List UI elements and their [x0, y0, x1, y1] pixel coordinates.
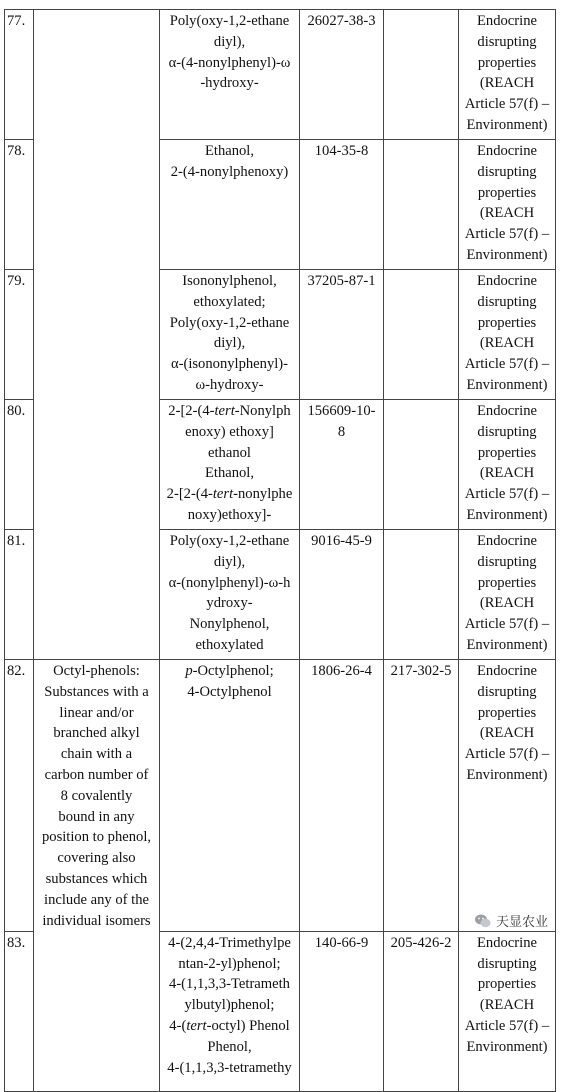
reason-line: disrupting	[477, 33, 537, 50]
reason-line: (REACH	[479, 335, 535, 352]
cas-line: 156609-10-	[307, 403, 376, 419]
entry-number: 79.	[5, 270, 34, 400]
entry-number: 78.	[5, 140, 34, 270]
reason-line: Environment)	[466, 376, 548, 393]
name-line: -hydroxy-	[200, 75, 259, 92]
name-line: Ethanol,	[204, 143, 255, 159]
name-line: p-Octylphenol;	[185, 663, 274, 679]
name-line: diyl),	[213, 335, 246, 352]
reason-line: properties	[477, 976, 537, 993]
reason-line: Endocrine	[477, 143, 537, 159]
reason-line: Environment)	[466, 246, 548, 263]
name-line: Poly(oxy-1,2-ethane	[169, 314, 290, 331]
name-line: noxy)ethoxy]-	[187, 506, 272, 523]
watermark-text: 天显农业	[495, 915, 548, 930]
substance-name	[160, 10, 300, 140]
substance-name	[160, 530, 300, 660]
reason-line: properties	[477, 574, 537, 591]
entry-number: 77.	[5, 10, 34, 140]
group-line: covering also	[57, 850, 136, 867]
name-line: 4-(tert-octyl) Phenol	[169, 1018, 290, 1035]
group-line: linear and/or	[59, 704, 134, 721]
group-line: substances which	[45, 870, 148, 887]
cas-number	[300, 931, 384, 1091]
reason-line: (REACH	[479, 725, 535, 742]
entry-number: 82.	[5, 660, 34, 932]
name-line: 4-Octylphenol	[187, 683, 272, 700]
substance-name	[160, 140, 300, 270]
name-line: ydroxy-	[206, 595, 253, 612]
reason-line: (REACH	[479, 465, 535, 482]
name-line: Ethanol,	[204, 465, 255, 482]
reason-line: Article 57(f) –	[464, 746, 550, 763]
name-line: ω-hydroxy-	[195, 376, 264, 393]
ec-number	[384, 400, 459, 530]
reason-line: disrupting	[477, 423, 537, 440]
name-line: 2-[2-(4-tert-nonylphe	[166, 486, 293, 503]
cas-number	[300, 660, 384, 932]
reason-line: Article 57(f) –	[464, 1018, 550, 1035]
reason-line: (REACH	[479, 75, 535, 92]
name-line: ethanol	[208, 444, 251, 461]
ec-line: 217-302-5	[390, 663, 452, 679]
table-row	[5, 931, 556, 1091]
name-line: ethoxylated	[195, 636, 264, 653]
ec-number	[384, 270, 459, 400]
reason-line: (REACH	[479, 205, 535, 222]
reason-line: Environment)	[466, 1038, 548, 1055]
name-line: 2-(4-nonylphenoxy)	[170, 163, 289, 180]
reason-line: Article 57(f) –	[464, 96, 550, 113]
ec-number	[384, 660, 459, 932]
reason-line: (REACH	[479, 997, 535, 1014]
name-line: Poly(oxy-1,2-ethane	[169, 533, 290, 549]
name-line: diyl),	[213, 33, 246, 50]
ec-number	[384, 140, 459, 270]
substance-group-cell	[34, 270, 160, 400]
reason-line: Environment)	[466, 506, 548, 523]
group-line: include any of the	[44, 891, 149, 908]
substance-name	[160, 931, 300, 1091]
name-line: 4-(2,4,4-Trimethylpe	[168, 934, 291, 951]
cas-line: 8	[337, 423, 346, 440]
reason-line: Endocrine	[477, 533, 537, 549]
table-row	[5, 140, 556, 270]
reason-line: Endocrine	[477, 403, 537, 419]
ec-line: 205-426-2	[390, 934, 452, 951]
cas-line: 140-66-9	[314, 934, 369, 951]
cas-number	[300, 10, 384, 140]
name-line: α-(isononylphenyl)-	[170, 356, 289, 373]
table-row	[5, 660, 556, 932]
name-line: ethoxylated;	[193, 293, 266, 310]
substance-group-cell	[34, 931, 160, 1091]
cas-number	[300, 270, 384, 400]
reason-line: Environment)	[466, 116, 548, 133]
group-line: chain with a	[60, 746, 133, 763]
reason-line: (REACH	[479, 595, 535, 612]
wechat-icon	[474, 912, 492, 930]
substance-group-cell	[34, 530, 160, 660]
cas-number	[300, 400, 384, 530]
reason-line: properties	[477, 704, 537, 721]
ec-number	[384, 931, 459, 1091]
substance-name	[160, 660, 300, 932]
table-row	[5, 10, 556, 140]
cas-number	[300, 530, 384, 660]
name-line: Poly(oxy-1,2-ethane	[169, 13, 290, 29]
substance-group-cell	[34, 10, 160, 140]
reason-line: Endocrine	[477, 934, 537, 951]
reason-line: disrupting	[477, 163, 537, 180]
name-line: Phenol,	[207, 1038, 252, 1055]
reason-line: disrupting	[477, 293, 537, 310]
cas-line: 104-35-8	[314, 143, 369, 159]
group-line: bound in any	[58, 808, 135, 825]
reason-line: disrupting	[477, 955, 537, 972]
reason-line: Article 57(f) –	[464, 486, 550, 503]
cas-line: 26027-38-3	[307, 13, 376, 29]
substance-group-cell	[34, 400, 160, 530]
inclusion-reason	[459, 400, 556, 530]
reason-line: Environment)	[466, 636, 548, 653]
substance-name	[160, 400, 300, 530]
name-line: Nonylphenol,	[189, 616, 270, 633]
reason-line: Endocrine	[477, 13, 537, 29]
name-line: diyl),	[213, 553, 246, 570]
reason-line: disrupting	[477, 683, 537, 700]
reason-line: properties	[477, 444, 537, 461]
group-line: individual isomers	[42, 912, 151, 929]
substance-name	[160, 270, 300, 400]
reason-line: Article 57(f) –	[464, 356, 550, 373]
cas-line: 37205-87-1	[307, 273, 376, 289]
group-line: Substances with a	[44, 683, 149, 700]
reason-line: Endocrine	[477, 663, 537, 679]
reason-line: properties	[477, 54, 537, 71]
reason-line: Environment)	[466, 766, 548, 783]
reason-line: Article 57(f) –	[464, 226, 550, 243]
inclusion-reason	[459, 10, 556, 140]
entry-number: 83.	[5, 931, 34, 1091]
name-line: enoxy) ethoxy]	[185, 423, 274, 440]
name-line: ntan-2-yl)phenol;	[178, 955, 281, 972]
name-line: Isononylphenol,	[182, 273, 277, 289]
entry-number: 80.	[5, 400, 34, 530]
name-line: α-(4-nonylphenyl)-ω	[168, 54, 291, 71]
substance-group-cell	[34, 660, 160, 932]
reason-line: Endocrine	[477, 273, 537, 289]
name-line: 2-[2-(4-tert-Nonylph	[168, 403, 291, 419]
group-line: position to phenol,	[41, 829, 152, 846]
group-line: carbon number of	[44, 766, 149, 783]
inclusion-reason	[459, 660, 556, 932]
cas-number	[300, 140, 384, 270]
table-row	[5, 270, 556, 400]
table-row	[5, 400, 556, 530]
inclusion-reason	[459, 140, 556, 270]
group-line: 8 covalently	[60, 787, 133, 804]
reason-line: disrupting	[477, 553, 537, 570]
inclusion-reason	[459, 270, 556, 400]
reason-line: properties	[477, 184, 537, 201]
cas-line: 9016-45-9	[311, 533, 372, 549]
ec-number	[384, 530, 459, 660]
inclusion-reason	[459, 931, 556, 1091]
name-line: 4-(1,1,3,3-tetramethy	[167, 1059, 292, 1076]
cas-line: 1806-26-4	[311, 663, 372, 679]
ec-number	[384, 10, 459, 140]
reason-line: Article 57(f) –	[464, 616, 550, 633]
inclusion-reason	[459, 530, 556, 660]
entry-number: 81.	[5, 530, 34, 660]
reason-line: properties	[477, 314, 537, 331]
name-line: α-(nonylphenyl)-ω-h	[168, 574, 291, 591]
table-row	[5, 530, 556, 660]
substance-group-cell	[34, 140, 160, 270]
name-line: ylbutyl)phenol;	[184, 997, 275, 1014]
watermark	[471, 910, 551, 931]
group-line: Octyl-phenols:	[53, 663, 140, 679]
name-line: 4-(1,1,3,3-Tetrameth	[169, 976, 290, 993]
group-line: branched alkyl	[53, 725, 140, 742]
